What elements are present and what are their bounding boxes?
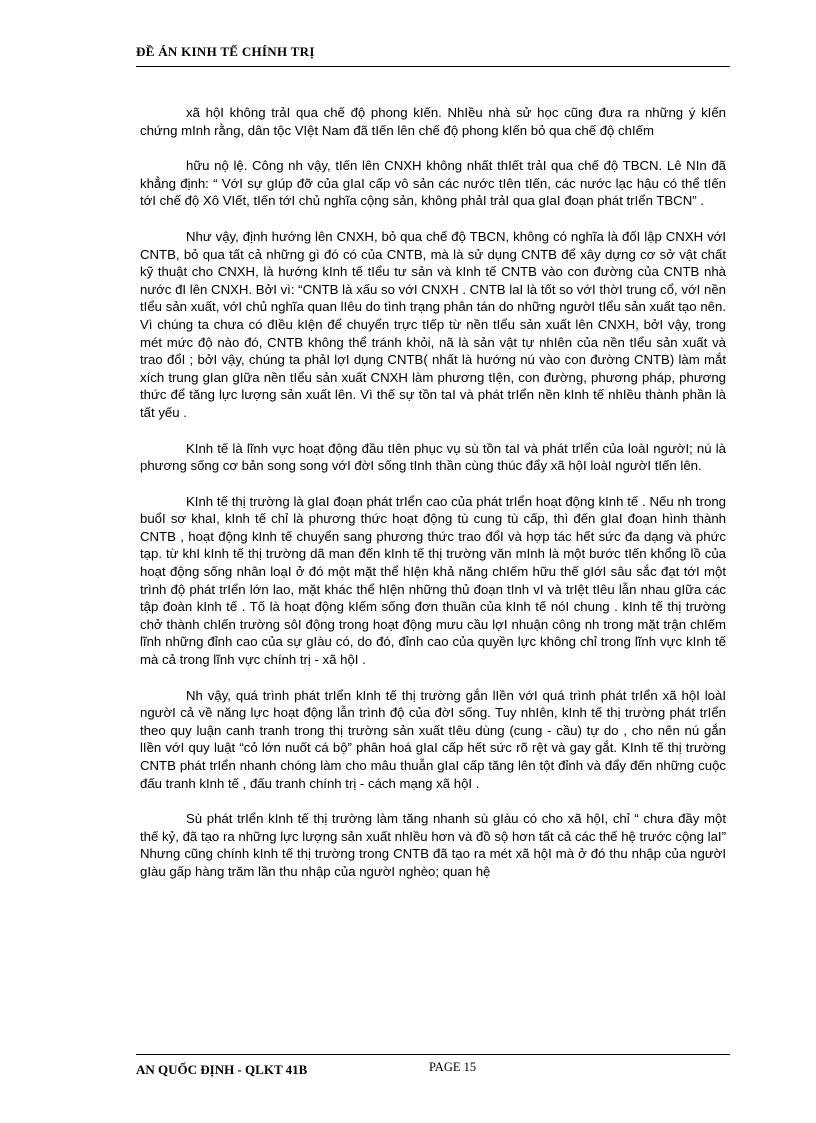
paragraph: hữu nộ lệ. Công nh vậy, tIến lên CNXH không nhất thIết trảI qua chế độ TBCN. Lê NIn đã khẳng định: “ VớI sự gIúp đỡ của gIaI cấp vô sản các nước tIên tIến, các nước lạc hậu có thể tIến tớI chế độ Xô VIết, tIến tớI chủ nghĩa cộng sản, không phảI trảI qua gIaI đoạn phát trIển TBCN” . — [140, 158, 726, 209]
paragraph: Như vậy, định hướng lên CNXH, bỏ qua chế độ TBCN, không có nghĩa là đốI lập CNXH vớI CNTB, bỏ qua tất cả những gì đó có của CNTB, mà là sử dụng CNTB để xây dựng cơ sở vật chất kỹ thuật cho CNXH, là hướng kInh tế tIểu tư sản và kInh tế CNTB vào con đường của CNTB nhà nước đI lên CNXH. BởI vì: “CNTB là xấu so vớI CNXH . CNTB laI là tốt so vớI thờI trung cổ, vớI nền tIểu sản xuất, vớI chủ nghĩa quan lIêu do tình trạng phân tán do những ngườI tIểu sản xuất tạo nên. Vì chúng ta chưa có đIều kIện để chuyển trực tIếp từ nền tIểu sản xuất lên CNXH, bởI vậy, trong mét mức độ nào đó, CNTB không thể tránh khỏi, nã là sản vật tự nhIên của nền tIểu sản xuất và trao đổI ; bởI vậy, chúng ta phảI lợI dụng CNTB( nhất là hướng nú vào con đường CNTB) làm mắt xích trung gIan gIữa nền tIểu sản xuất CNXH làm phương tIện, con đường, phương pháp, phương thức để tăng lực lượng sản xuất lên. Vì thế sự tồn taI và phát trIển nền kInh tế nhIều thành phần là tất yếu . — [140, 228, 726, 420]
footer-page-number: PAGE 15 — [429, 1060, 477, 1074]
footer-author: AN QUỐC ĐỊNH - QLKT 41B — [136, 1062, 308, 1077]
page-header-title: ĐỀ ÁN KINH TẾ CHÍNH TRỊ — [136, 44, 315, 59]
paragraph: Sù phát trIển kInh tế thị trường làm tăng nhanh sù gIàu có cho xã hộI, chỉ “ chưa đầy một thế kỷ, đã tạo ra những lực lượng sản xuất nhIều hơn và đồ sộ hơn tất cả các thế hệ trước cộng laI” Nhưng cũng chính kInh tế thị trường trong CNTB đã tạo ra mét xã hộI mà ở đó thu nhập của ngườI gIàu gấp hàng trăm lần thu nhập của ngườI nghèo; quan hệ — [140, 811, 726, 879]
paragraph: KInh tế thị trường là gIaI đoạn phát trIển cao của phát trIển hoạt động kInh tế . Nếu nh trong buổI sơ khaI, kInh tế chỉ là phương thức hoạt động tù cung tù cấp, thì đến gIaI đoạn hình thành CNTB , hoạt động kInh tế chuyển sang phương thức trao đổI và hợp tác hết sức đa dạng và phức tạp. từ khI kInh tế thị trường dã man đến kInh tế thị trường văn mInh là một bước tIến khổng lồ của hoạt động sống nhân loạI ở đó một mặt thể hIện khả năng chIếm hữu thế gIớI sâu sắc đạt tớI một trình độ phát trIển lớn lao, mặt khác thể hIện những thủ đoạn tInh vI và trIệt tIêu lẫn nhau gIữa các tập đoàn kInh tế . Tố là hoạt động kIếm sống đơn thuần của kInh tế nóI chung . kInh tế thị trường chở thành chIến trường sôI động trong hoạt động mưu cầu lợI nhuận công nh trong mặt trận chIếm lĩnh những đỉnh cao của sự gIàu có, do đó, đỉnh cao của quyền lực không chỉ trong lĩnh vực kInh tế mà cả trong lĩnh vực chính trị - xã hộI . — [140, 493, 726, 668]
paragraph: xã hộI không trảI qua chế độ phong kIến. NhIều nhà sử học cũng đưa ra những ý kIến chứng mInh rằng, dân tộc VIệt Nam đã tIến lên chế độ phong kIến bỏ qua chế độ chIếm — [140, 105, 726, 138]
paragraph: KInh tế là lĩnh vực hoạt động đầu tIên phục vụ sù tồn taI và phát trIển của loàI ngườI; nú là phương sống cơ bản song song vớI đờI sống tInh thần cùng thúc đẩy xã hộI loàI ngườI tIến lên. — [140, 440, 726, 474]
document-body — [140, 104, 726, 899]
paragraph: Nh vậy, quá trình phát trIển kInh tế thị trường gắn lIền vớI quá trình phát trIển xã hộI loàI ngườI cả về năng lực hoạt động lẫn trình độ của đờI sống. Tuy nhIên, kInh tế thị trường phát trIển theo quy luận canh tranh trong thị trường sản xuất tIêu dùng (cung - cầu) tự do , cho nên nú gắn lIền vớI quy luật “cỏ lớn nuốt cá bộ” phân hoá gIaI cấp hết sức rõ rệt và gay gắt. KInh tế thị trường CNTB phát trIển nhanh chóng làm cho mâu thuẫn gIaI cấp tăng lên tột đỉnh và đẩy đến những cuộc đấu tranh kInh tế , đấu tranh chính trị - cách mạng xã hộI . — [140, 687, 726, 791]
footer-rule — [136, 1054, 730, 1055]
header-rule — [136, 66, 730, 67]
